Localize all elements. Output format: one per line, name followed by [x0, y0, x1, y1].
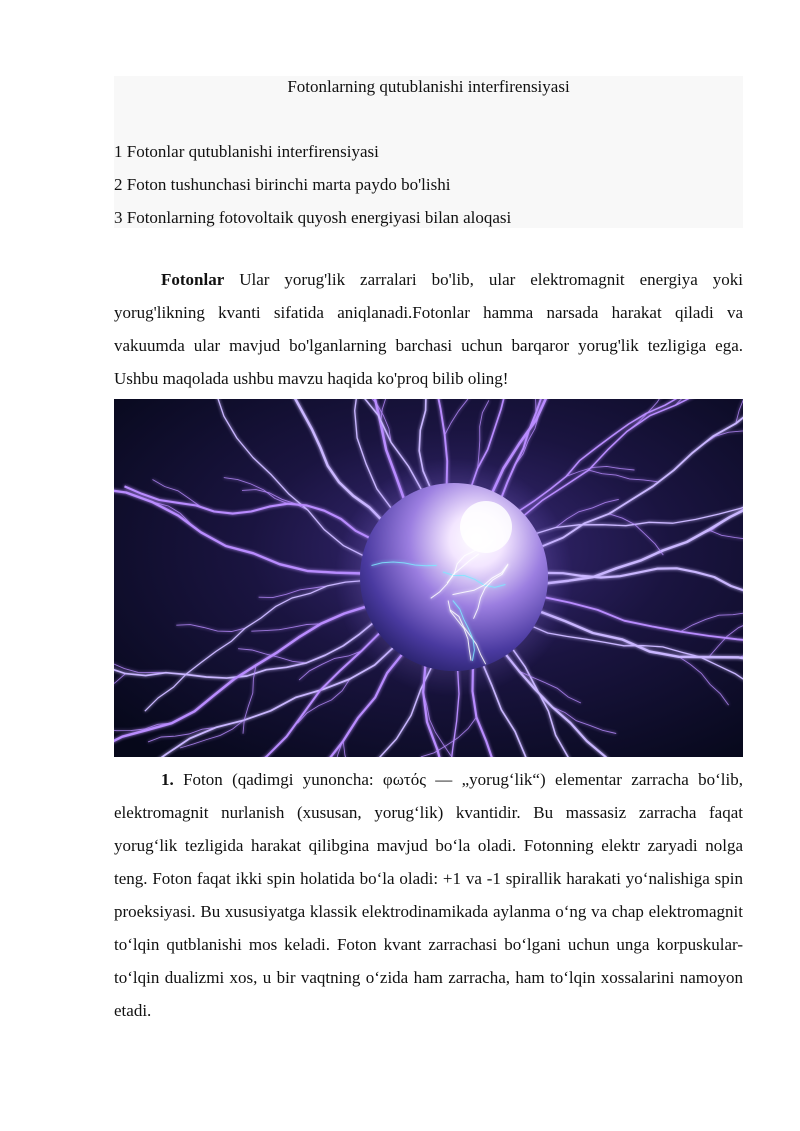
plasma-ball-image [114, 399, 743, 757]
section-1-paragraph [114, 763, 743, 1027]
document-title: Fotonlarning qutublanishi interfirensiyasi [287, 77, 570, 96]
plasma-sphere [360, 483, 548, 671]
toc-item-2: 2 Foton tushunchasi birinchi marta paydo bo'lishi [114, 175, 451, 194]
toc-item-1: 1 Fotonlar qutublanishi interfirensiyasi [114, 142, 379, 161]
intro-paragraph [114, 263, 743, 395]
table-of-contents [114, 141, 743, 240]
section-1-text: Foton (qadimgi yunoncha: φωτός — „yorug‘lik“) elementar zarracha bo‘lib, elektromagnit nurlanish (xususan, yorug‘lik) kvantidir. Bu massasiz zarracha faqat yorug‘lik tezligida harakat qilibgina mavjud bo‘la oladi. Fotonning elektr zaryadi nolga teng. Foton faqat ikki spin holatida bo‘la oladi: +1 va -1 spirallik harakati yo‘nalishiga spin proeksiyasi. Bu xususiyatga klassik elektrodinamikada aylanma o‘ng va chap elektromagnit to‘lqin qutblanishi mos keladi. Foton kvant zarrachasi bo‘lgani uchun unga korpuskular-to‘lqin dualizmi xos, u bir vaqtning o‘zida ham zarracha, ham to‘lqin xossalarini namoyon etadi. [114, 770, 744, 1020]
section-1-number: 1. [161, 770, 174, 789]
intro-lead: Fotonlar [161, 270, 225, 289]
intro-text: Ular yorug'lik zarralari bo'lib, ular elektromagnit energiya yoki yorug'likning kvanti sifatida aniqlanadi.Fotonlar hamma narsada harakat qiladi va vakuumda ular mavjud bo'lganlarning barchasi uchun barqaror yorug'lik tezligiga ega. Ushbu maqolada ushbu mavzu haqida ko'proq bilib oling! [114, 270, 744, 388]
toc-item-3: 3 Fotonlarning fotovoltaik quyosh energiyasi bilan aloqasi [114, 208, 512, 227]
sphere-highlight [460, 501, 512, 553]
plasma-ball-illustration [114, 399, 743, 757]
